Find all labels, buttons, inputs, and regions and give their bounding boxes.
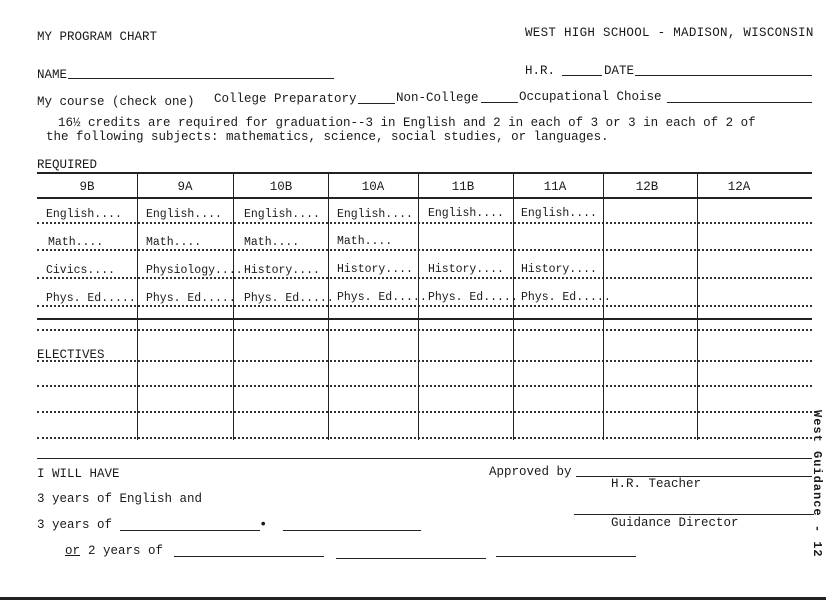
two-years-subject-1-field[interactable] xyxy=(174,556,324,557)
course-option-occupational: Occupational Choise xyxy=(519,90,662,104)
course-cell: English.... xyxy=(46,208,122,221)
date-field[interactable] xyxy=(635,75,812,76)
column-divider xyxy=(328,172,329,440)
course-cell: History.... xyxy=(428,263,504,276)
divider-dotted-line xyxy=(37,329,812,331)
table-bottom-border xyxy=(37,458,812,459)
course-cell: Phys. Ed..... xyxy=(146,292,236,305)
column-divider xyxy=(513,172,514,440)
non-college-check[interactable] xyxy=(481,102,518,103)
course-cell: English.... xyxy=(244,208,320,221)
column-header-11a: 11A xyxy=(543,180,567,194)
course-cell: Math.... xyxy=(337,235,393,248)
will-have-label: I WILL HAVE xyxy=(37,467,120,481)
course-cell: Phys. Ed..... xyxy=(428,291,518,304)
elective-dotted-line xyxy=(37,411,812,413)
course-cell: Math.... xyxy=(48,236,104,249)
college-prep-check[interactable] xyxy=(358,103,395,104)
column-header-12b: 12B xyxy=(635,180,659,194)
course-cell: Phys. Ed..... xyxy=(521,291,611,304)
name-field[interactable] xyxy=(68,78,334,79)
column-header-10a: 10A xyxy=(361,180,385,194)
three-years-subject-1-field[interactable] xyxy=(120,530,260,531)
name-label: NAME xyxy=(37,68,68,82)
school-name: WEST HIGH SCHOOL - MADISON, WISCONSIN xyxy=(525,26,814,40)
column-header-9a: 9A xyxy=(177,180,193,194)
column-divider xyxy=(233,172,234,440)
column-header-9b: 9B xyxy=(79,180,95,194)
elective-dotted-line xyxy=(37,385,812,387)
course-cell: History.... xyxy=(521,263,597,276)
course-cell: English.... xyxy=(337,208,413,221)
two-years-subject-3-field[interactable] xyxy=(496,556,636,557)
course-cell: Physiology.... xyxy=(146,264,243,277)
course-cell: English.... xyxy=(428,207,504,220)
row-dotted-line xyxy=(37,277,812,279)
approved-by-label: Approved by xyxy=(489,465,572,479)
hr-field[interactable] xyxy=(562,75,602,76)
course-cell: Phys. Ed..... xyxy=(46,292,136,305)
column-divider xyxy=(697,172,698,440)
date-label: DATE xyxy=(604,64,635,78)
course-cell: English.... xyxy=(521,207,597,220)
column-divider xyxy=(418,172,419,440)
table-top-border xyxy=(37,172,812,174)
row-dotted-line xyxy=(37,222,812,224)
occupational-choice-field[interactable] xyxy=(667,102,812,103)
requirements-line-2: the following subjects: mathematics, science, social studies, or languages. xyxy=(46,130,609,144)
course-cell: History.... xyxy=(337,263,413,276)
guidance-director-label: Guidance Director xyxy=(611,516,739,530)
course-cell: Civics.... xyxy=(46,264,116,277)
side-form-code: West Guidance - 12 xyxy=(810,410,824,558)
column-header-10b: 10B xyxy=(269,180,293,194)
column-divider xyxy=(137,172,138,440)
course-option-college-prep: College Preparatory xyxy=(214,92,357,106)
table-header-border xyxy=(37,197,812,199)
course-cell: Phys. Ed..... xyxy=(337,291,427,304)
bullet-mark: • xyxy=(259,517,268,533)
three-years-label: 3 years of xyxy=(37,518,113,532)
course-cell: Phys. Ed..... xyxy=(244,292,334,305)
hr-teacher-label: H.R. Teacher xyxy=(611,477,702,491)
elective-dotted-line xyxy=(37,360,812,362)
hr-label: H.R. xyxy=(525,64,556,78)
row-dotted-line xyxy=(37,249,812,251)
english-years-label: 3 years of English and xyxy=(37,492,203,506)
course-cell: English.... xyxy=(146,208,222,221)
column-divider xyxy=(603,172,604,440)
form-title: MY PROGRAM CHART xyxy=(37,30,158,44)
two-years-subject-2-field[interactable] xyxy=(336,558,486,559)
row-dotted-line xyxy=(37,305,812,307)
course-label: My course (check one) xyxy=(37,95,195,109)
course-cell: Math.... xyxy=(146,236,202,249)
column-header-11b: 11B xyxy=(451,180,475,194)
guidance-director-signature-field[interactable] xyxy=(574,514,814,515)
elective-dotted-line xyxy=(37,437,812,439)
or-label: or xyxy=(65,544,81,558)
required-label: REQUIRED xyxy=(37,158,98,172)
course-cell: Math.... xyxy=(244,236,300,249)
course-cell: History.... xyxy=(244,264,320,277)
course-option-non-college: Non-College xyxy=(396,91,479,105)
two-years-label: 2 years of xyxy=(88,544,164,558)
required-section-border xyxy=(37,318,812,320)
electives-label: ELECTIVES xyxy=(37,348,105,362)
requirements-line-1: 16½ credits are required for graduation--3 in English and 2 in each of 3 or 3 in each of 2 of xyxy=(58,116,756,130)
column-header-12a: 12A xyxy=(727,180,751,194)
three-years-subject-2-field[interactable] xyxy=(283,530,421,531)
